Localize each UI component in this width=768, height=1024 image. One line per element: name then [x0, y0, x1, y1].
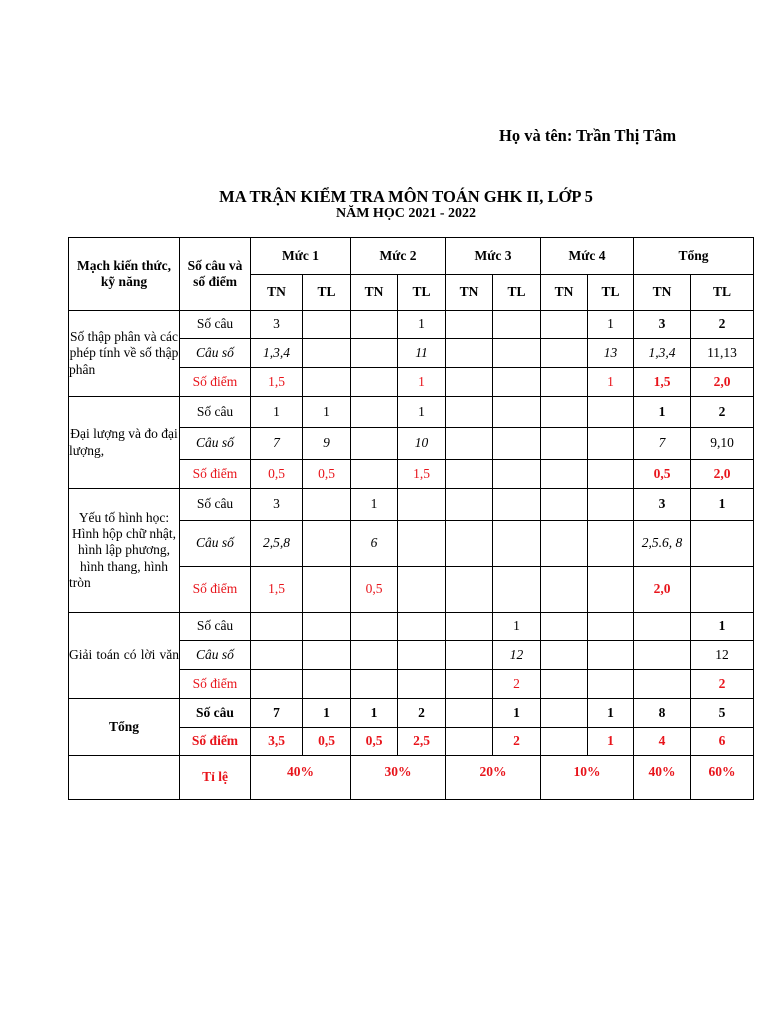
- table-cell: [691, 567, 754, 613]
- table-cell: [588, 521, 634, 567]
- table-cell: 1,5: [634, 368, 691, 397]
- table-cell: 11: [398, 339, 446, 368]
- header-sub-tn: TN: [251, 275, 303, 311]
- table-cell: [351, 428, 398, 460]
- table-cell: [303, 368, 351, 397]
- table-cell: [493, 339, 541, 368]
- table-cell: [541, 613, 588, 641]
- table-cell: 1: [398, 397, 446, 428]
- table-cell: 1: [588, 368, 634, 397]
- table-cell: [303, 670, 351, 699]
- table-cell: 6: [691, 728, 754, 756]
- table-cell: [398, 521, 446, 567]
- table-cell: 1: [634, 397, 691, 428]
- row-label: Số điểm: [180, 368, 251, 397]
- table-cell: [588, 397, 634, 428]
- table-cell: [398, 567, 446, 613]
- table-cell: 1: [493, 699, 541, 728]
- table-cell: 9,10: [691, 428, 754, 460]
- table-cell: [446, 489, 493, 521]
- table-cell: 8: [634, 699, 691, 728]
- table-cell: [446, 521, 493, 567]
- row-label: Số câu: [180, 699, 251, 728]
- table-cell: 2: [493, 670, 541, 699]
- table-cell: [303, 613, 351, 641]
- header-muc-4: Mức 4: [541, 238, 634, 275]
- section-name: Đại lượng và đo đại lượng,: [69, 397, 180, 489]
- table-cell: 1: [398, 368, 446, 397]
- table-cell: 7: [251, 428, 303, 460]
- table-cell: 1: [398, 311, 446, 339]
- table-cell: 1,5: [251, 567, 303, 613]
- table-cell: 6: [351, 521, 398, 567]
- table-cell: 0,5: [303, 728, 351, 756]
- table-cell: 7: [251, 699, 303, 728]
- ratio-label: Tỉ lệ: [180, 756, 251, 800]
- header-muc-3: Mức 3: [446, 238, 541, 275]
- table-cell: [541, 521, 588, 567]
- table-cell: [493, 521, 541, 567]
- table-cell: 2: [493, 728, 541, 756]
- table-cell: [446, 397, 493, 428]
- section-name: Yếu tố hình học: Hình hộp chữ nhật, hình lập phương, hình thang, hình tròn: [69, 489, 180, 613]
- table-cell: [493, 368, 541, 397]
- ratio-value: 30%: [351, 756, 446, 800]
- table-cell: 2: [691, 670, 754, 699]
- table-cell: [588, 613, 634, 641]
- table-cell: [398, 489, 446, 521]
- table-row: [69, 613, 754, 641]
- row-label: Số điểm: [180, 567, 251, 613]
- row-label: Số điểm: [180, 728, 251, 756]
- table-cell: 2,0: [634, 567, 691, 613]
- table-cell: [446, 670, 493, 699]
- table-cell: [303, 641, 351, 670]
- table-cell: [446, 567, 493, 613]
- ratio-row: [69, 756, 754, 800]
- school-year: NĂM HỌC 2021 - 2022: [336, 206, 476, 221]
- table-cell: [303, 339, 351, 368]
- header-muc-1: Mức 1: [251, 238, 351, 275]
- table-cell: [303, 567, 351, 613]
- header-so-cau-so-diem: Số câu và số điểm: [180, 238, 251, 311]
- table-cell: [398, 641, 446, 670]
- table-cell: [634, 613, 691, 641]
- table-cell: [446, 339, 493, 368]
- table-cell: 1,3,4: [251, 339, 303, 368]
- table-cell: [351, 613, 398, 641]
- row-label: Câu số: [180, 521, 251, 567]
- table-cell: 0,5: [351, 567, 398, 613]
- table-cell: 2: [398, 699, 446, 728]
- header-sub-tn: TN: [351, 275, 398, 311]
- table-cell: [634, 641, 691, 670]
- header-sub-tl: TL: [303, 275, 351, 311]
- table-cell: 3: [634, 489, 691, 521]
- table-cell: [588, 428, 634, 460]
- table-cell: [398, 613, 446, 641]
- table-cell: 4: [634, 728, 691, 756]
- table-cell: [588, 489, 634, 521]
- table-cell: [541, 428, 588, 460]
- header-sub-tl: TL: [398, 275, 446, 311]
- table-cell: 1: [251, 397, 303, 428]
- table-cell: [446, 368, 493, 397]
- row-label: Câu số: [180, 428, 251, 460]
- table-cell: 1,3,4: [634, 339, 691, 368]
- table-cell: [446, 728, 493, 756]
- table-cell: [541, 489, 588, 521]
- table-cell: 3: [251, 311, 303, 339]
- empty-cell: [69, 756, 180, 800]
- table-cell: [541, 699, 588, 728]
- row-label: Số câu: [180, 397, 251, 428]
- table-cell: [541, 368, 588, 397]
- row-label: Số câu: [180, 613, 251, 641]
- table-cell: [446, 613, 493, 641]
- table-cell: [303, 521, 351, 567]
- ratio-value: 40%: [251, 756, 351, 800]
- row-label: Câu số: [180, 641, 251, 670]
- table-cell: 1: [351, 699, 398, 728]
- table-row: [69, 397, 754, 428]
- table-cell: 12: [493, 641, 541, 670]
- row-label: Số điểm: [180, 670, 251, 699]
- section-name: Số thập phân và các phép tính về số thập phân: [69, 311, 180, 397]
- exam-matrix-table: [68, 237, 754, 800]
- header-sub-tl: TL: [691, 275, 754, 311]
- table-cell: 0,5: [303, 460, 351, 489]
- table-cell: 2,5: [398, 728, 446, 756]
- table-cell: 0,5: [351, 728, 398, 756]
- table-cell: 9: [303, 428, 351, 460]
- table-cell: [588, 460, 634, 489]
- table-cell: [446, 460, 493, 489]
- table-cell: 2: [691, 311, 754, 339]
- table-cell: 3: [634, 311, 691, 339]
- table-cell: 1: [493, 613, 541, 641]
- table-cell: [541, 728, 588, 756]
- table-cell: 2,0: [691, 460, 754, 489]
- table-cell: 11,13: [691, 339, 754, 368]
- header-tong: Tổng: [634, 238, 754, 275]
- table-cell: 2,5,8: [251, 521, 303, 567]
- table-cell: [541, 670, 588, 699]
- row-label: Số điểm: [180, 460, 251, 489]
- table-cell: 1: [691, 613, 754, 641]
- table-cell: 1,5: [251, 368, 303, 397]
- table-cell: [493, 567, 541, 613]
- table-cell: 12: [691, 641, 754, 670]
- header-sub-tn: TN: [446, 275, 493, 311]
- table-cell: [588, 670, 634, 699]
- ratio-value: 60%: [691, 756, 754, 800]
- ratio-value: 10%: [541, 756, 634, 800]
- table-cell: [493, 397, 541, 428]
- table-cell: [351, 311, 398, 339]
- table-cell: [351, 339, 398, 368]
- header-muc-2: Mức 2: [351, 238, 446, 275]
- table-row: [69, 489, 754, 521]
- ratio-value: 20%: [446, 756, 541, 800]
- table-cell: 7: [634, 428, 691, 460]
- table-cell: [691, 521, 754, 567]
- table-cell: [588, 567, 634, 613]
- table-cell: 2,5.6, 8: [634, 521, 691, 567]
- table-row: [69, 311, 754, 339]
- table-cell: [634, 670, 691, 699]
- table-cell: [351, 397, 398, 428]
- total-label: Tổng: [69, 699, 180, 756]
- table-cell: [351, 641, 398, 670]
- table-cell: 1: [588, 728, 634, 756]
- table-cell: [493, 311, 541, 339]
- table-cell: 13: [588, 339, 634, 368]
- header-sub-tn: TN: [541, 275, 588, 311]
- table-cell: [541, 460, 588, 489]
- table-cell: 3,5: [251, 728, 303, 756]
- header-sub-tl: TL: [493, 275, 541, 311]
- section-name: Giải toán có lời văn: [69, 613, 180, 699]
- table-cell: 10: [398, 428, 446, 460]
- row-label: Câu số: [180, 339, 251, 368]
- document-title: MA TRẬN KIỂM TRA MÔN TOÁN GHK II, LỚP 5: [219, 187, 593, 206]
- table-cell: [251, 670, 303, 699]
- table-cell: 2,0: [691, 368, 754, 397]
- row-label: Số câu: [180, 311, 251, 339]
- table-cell: 0,5: [251, 460, 303, 489]
- header-row-levels: [69, 238, 754, 275]
- table-cell: 1: [351, 489, 398, 521]
- table-cell: 2: [691, 397, 754, 428]
- table-cell: [541, 641, 588, 670]
- table-cell: 1,5: [398, 460, 446, 489]
- total-row: [69, 699, 754, 728]
- row-label: Số câu: [180, 489, 251, 521]
- table-cell: 1: [588, 699, 634, 728]
- table-cell: [541, 567, 588, 613]
- table-cell: [493, 489, 541, 521]
- table-cell: [493, 428, 541, 460]
- table-cell: [541, 397, 588, 428]
- table-cell: [303, 311, 351, 339]
- header-sub-tn: TN: [634, 275, 691, 311]
- table-cell: [493, 460, 541, 489]
- author-name: Họ và tên: Trần Thị Tâm: [499, 126, 677, 145]
- table-cell: 5: [691, 699, 754, 728]
- table-cell: 1: [303, 699, 351, 728]
- table-cell: 1: [588, 311, 634, 339]
- table-cell: [541, 311, 588, 339]
- table-cell: 0,5: [634, 460, 691, 489]
- table-cell: [588, 641, 634, 670]
- table-cell: [446, 311, 493, 339]
- ratio-value: 40%: [634, 756, 691, 800]
- table-cell: 3: [251, 489, 303, 521]
- table-cell: [251, 613, 303, 641]
- table-cell: [446, 641, 493, 670]
- table-cell: [541, 339, 588, 368]
- header-sub-tl: TL: [588, 275, 634, 311]
- table-cell: [351, 670, 398, 699]
- table-cell: 1: [303, 397, 351, 428]
- header-mach-kien-thuc: Mạch kiến thức, kỹ năng: [69, 238, 180, 311]
- table-cell: [251, 641, 303, 670]
- table-cell: 1: [691, 489, 754, 521]
- table-cell: [446, 699, 493, 728]
- table-cell: [446, 428, 493, 460]
- table-cell: [303, 489, 351, 521]
- table-cell: [351, 460, 398, 489]
- table-cell: [398, 670, 446, 699]
- table-cell: [351, 368, 398, 397]
